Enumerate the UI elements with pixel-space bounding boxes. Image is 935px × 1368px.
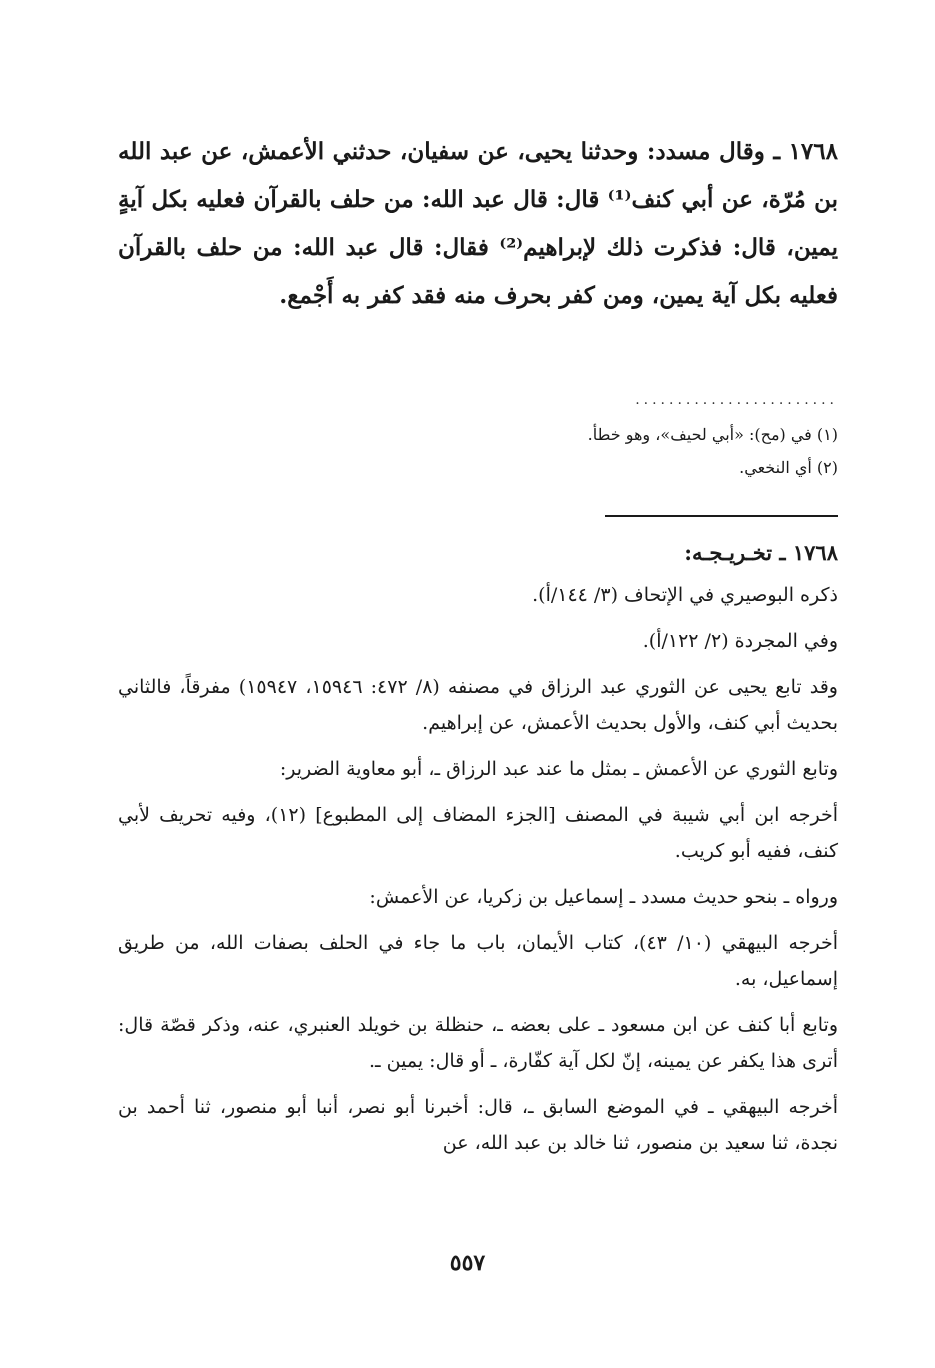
takhrij-paragraph: ورواه ـ بنحو حديث مسدد ـ إسماعيل بن زكريا، عن الأعمش: [369, 886, 838, 908]
takhrij-paragraph: أخرجه البيهقي ـ في الموضع السابق ـ، قال: أخبرنا أبو نصر، أنبا أبو منصور، ثنا أحمد بن نجدة، ثنا سعيد بن منصور، ثنا خالد بن عبد الله، عن [118, 1096, 838, 1154]
footnote-1: (١) في (مح): «أبي لحيف»، وهو خطأ. [587, 425, 838, 444]
footnote-2: (٢) أي النخعي. [739, 458, 838, 477]
takhrij-paragraph: وتابع الثوري عن الأعمش ـ بمثل ما عند عبد الرزاق ـ، أبو معاوية الضرير: [279, 758, 838, 780]
takhrij-paragraph: وتابع أبا كنف عن ابن مسعود ـ على بعضه ـ، حنظلة بن خويلد العنبري، عنه، وذكر قصّة قال: أترى هذا يكفر عن يمينه، إنّ لكل آية كفّارة، ـ أو قال: يمين ـ. [118, 1014, 838, 1072]
takhrij-paragraph: ذكره البوصيري في الإتحاف (٣/ ١٤٤/أ). [532, 584, 838, 606]
hadith-paragraph: ١٧٦٨ ـ وقال مسدد: وحدثنا يحيى، عن سفيان، حدثني الأعمش، عن عبد الله بن مُرّة، عن أبي كنف⁽¹⁾ قال: قال عبد الله: من حلف بالقرآن فعليه بكل آيةٍ يمين، قال: فذكرت ذلك لإبراهيم⁽²⁾ فقال: قال عبد الله: من حلف بالقرآن فعليه بكل آية يمين، ومن كفر بحرف منه فقد كفر به أَجْمع. [118, 138, 839, 309]
section-divider [605, 515, 838, 517]
takhrij-paragraph: أخرجه البيهقي (١٠/ ٤٣)، كتاب الأيمان، باب ما جاء في الحلف بصفات الله، من طريق إسماعيل، به. [118, 932, 838, 990]
footnote-separator-dots: ........................ [635, 392, 838, 408]
footnotes [300, 418, 838, 484]
takhrij-section [118, 535, 838, 1171]
takhrij-paragraph: وقد تابع يحيى عن الثوري عبد الرزاق في مصنفه (٨/ ٤٧٢: ١٥٩٤٦، ١٥٩٤٧) مفرقاً، فالثاني بحديث أبي كنف، والأول بحديث الأعمش، عن إبراهيم. [118, 676, 838, 734]
takhrij-heading: ١٧٦٨ ـ تخـريـجـه: [684, 540, 838, 565]
hadith-text-block [118, 128, 838, 320]
takhrij-paragraph: أخرجه ابن أبي شيبة في المصنف [الجزء المضاف إلى المطبوع] (١٢)، وفيه تحريف لأبي كنف، ففيه أبو كريب. [118, 804, 839, 862]
page-number: ٥٥٧ [449, 1250, 486, 1276]
takhrij-paragraph: وفي المجردة (٢/ ١٢٢/أ). [642, 630, 838, 652]
